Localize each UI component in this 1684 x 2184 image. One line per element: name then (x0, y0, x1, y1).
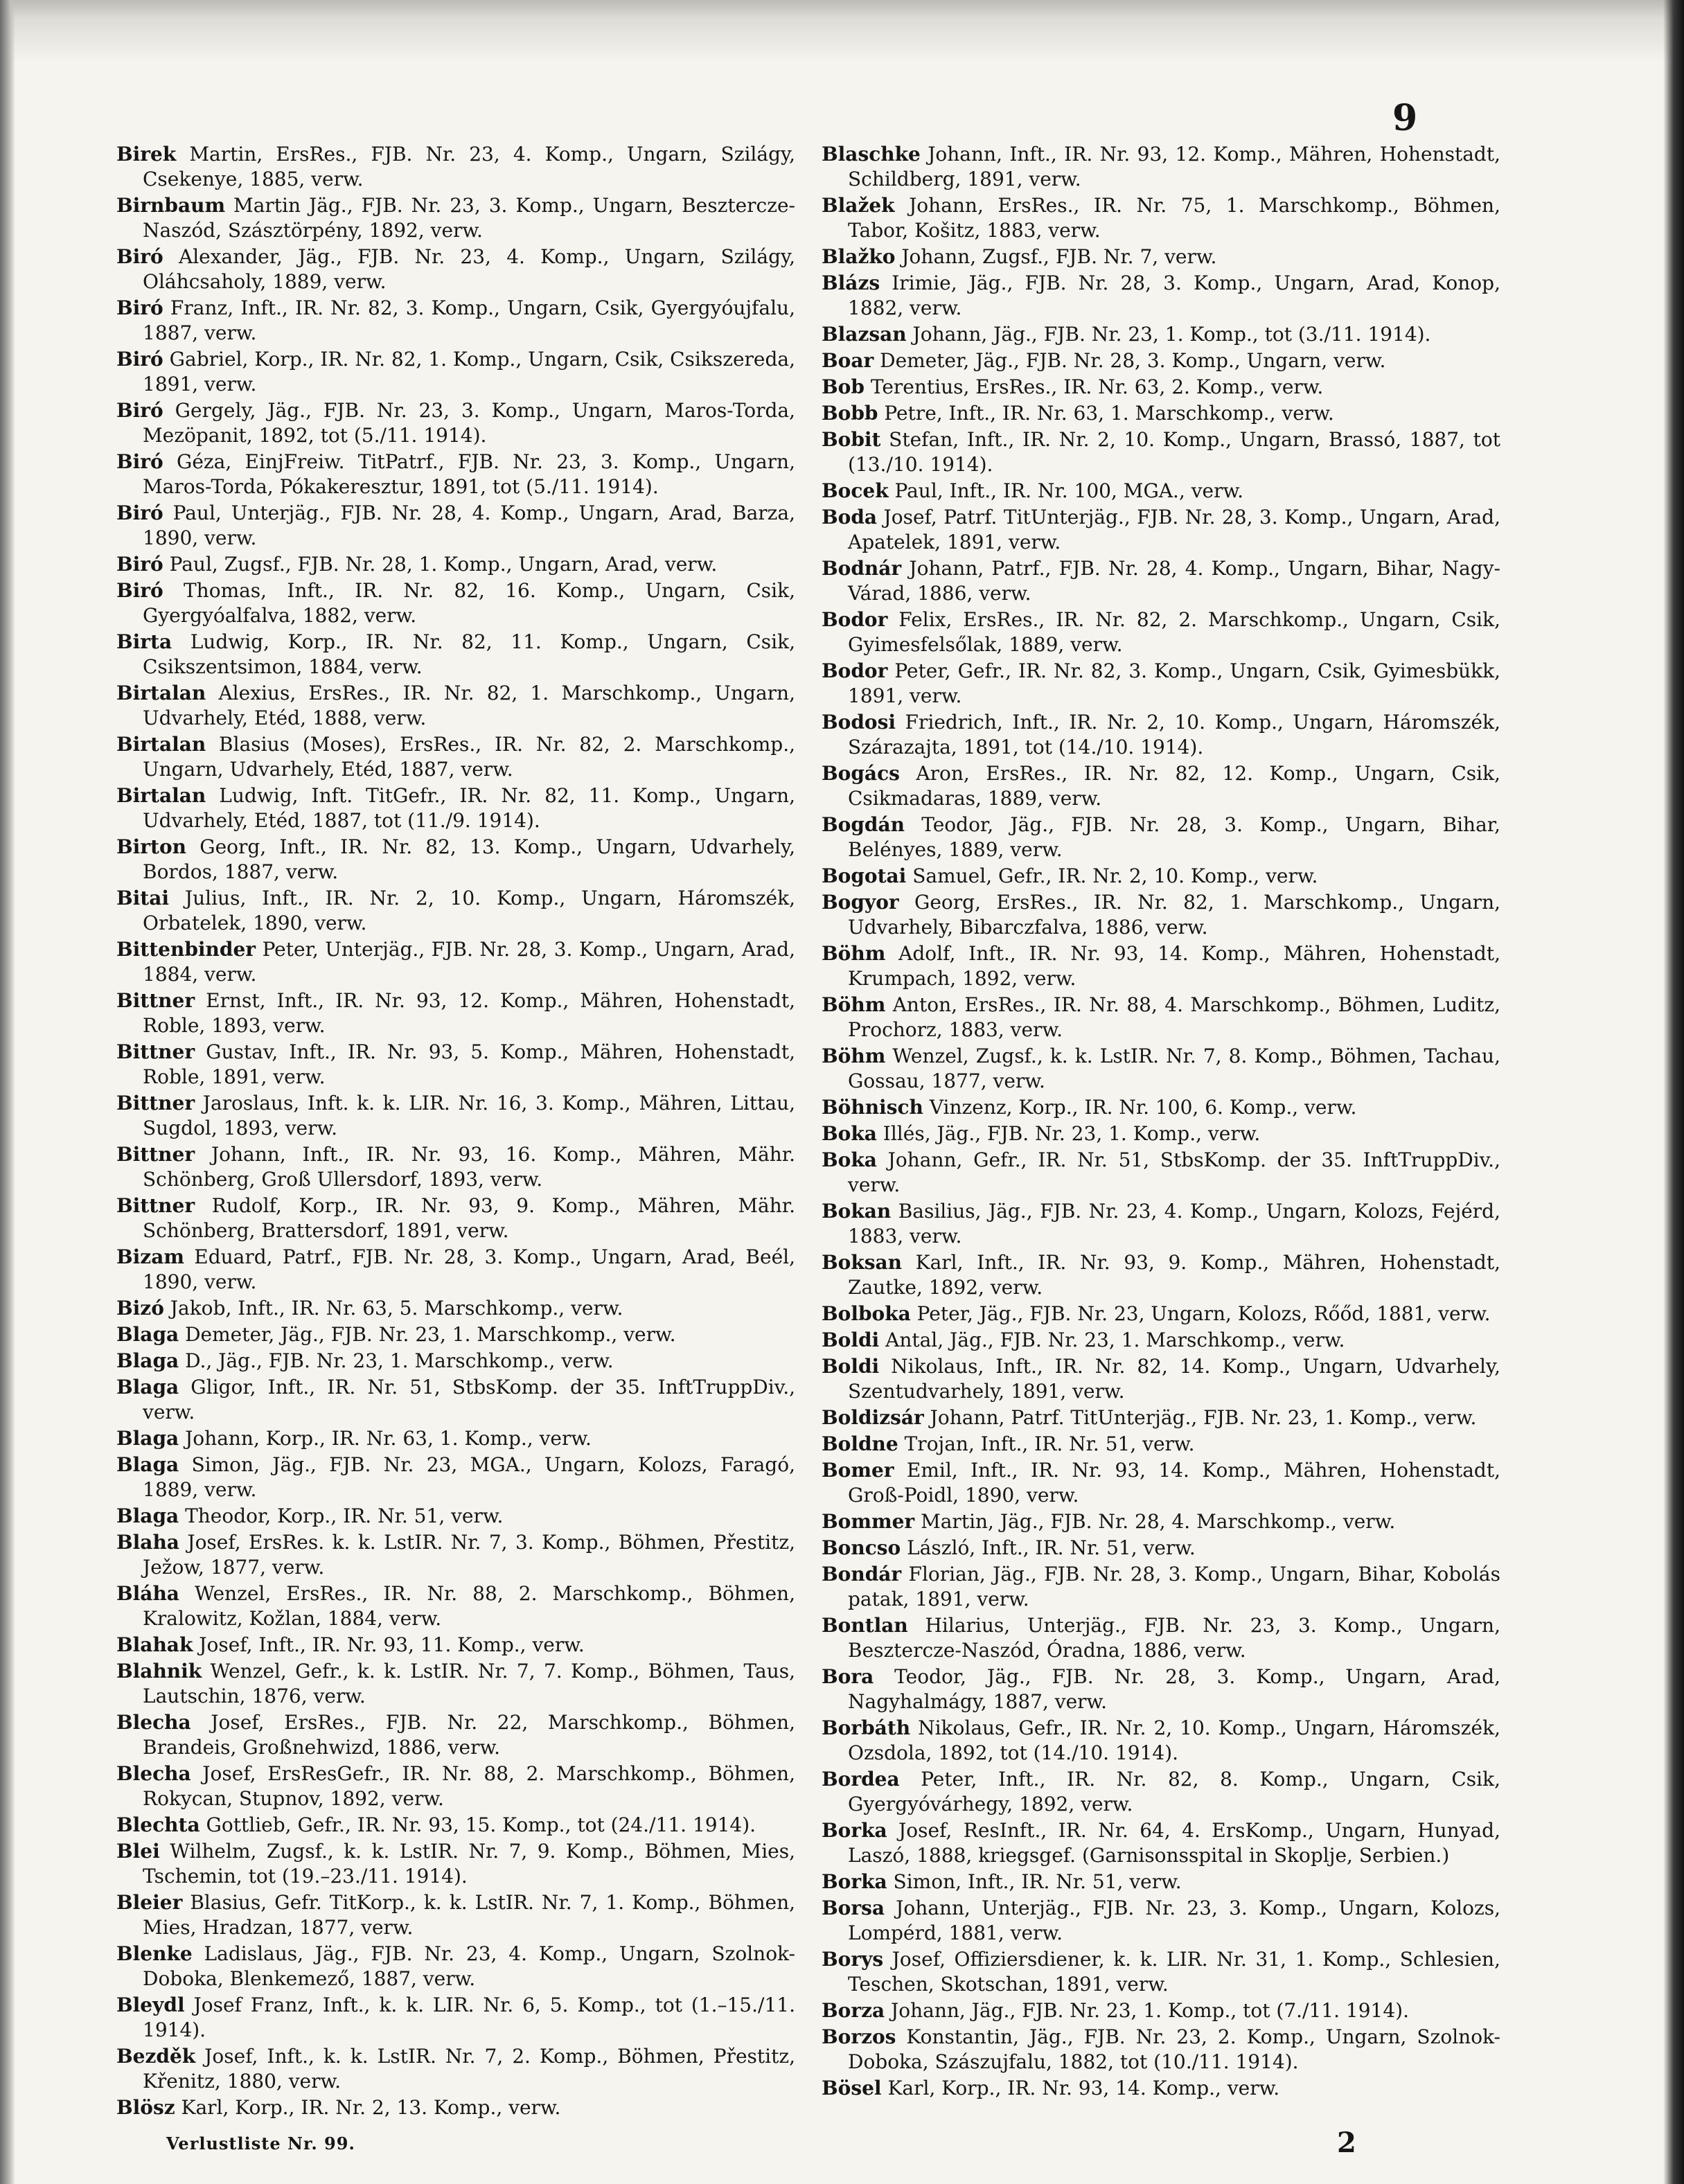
entry-details: Karl, Inft., IR. Nr. 93, 9. Komp., Mähren, Hohenstadt, Zautke, 1892, verw. (848, 1251, 1500, 1299)
entry-surname: Biró (116, 245, 163, 268)
casualty-entry (822, 1148, 1500, 1198)
entry-details: Gergely, Jäg., FJB. Nr. 23, 3. Komp., Ungarn, Maros-Torda, Mezöpanit, 1892, tot (5./11. 1914). (143, 399, 795, 447)
entry-surname: Birtalan (116, 733, 206, 756)
entry-surname: Biró (116, 553, 163, 576)
entry-surname: Böhm (822, 1045, 886, 1067)
casualty-entry (822, 2025, 1500, 2075)
entry-details: Theodor, Korp., IR. Nr. 51, verw. (179, 1504, 504, 1527)
casualty-entry (116, 1091, 795, 1141)
entry-details: Josef, ErsRes., FJB. Nr. 22, Marschkomp., Böhmen, Brandeis, Großnehwizd, 1886, verw. (143, 1711, 795, 1759)
entry-details: Alexius, ErsRes., IR. Nr. 82, 1. Marschkomp., Ungarn, Udvarhely, Etéd, 1888, verw. (143, 682, 795, 729)
entry-surname: Blázs (822, 272, 880, 294)
casualty-entry (822, 1947, 1500, 1997)
entry-surname: Boldizsár (822, 1406, 924, 1429)
entry-details: Johann, Gefr., IR. Nr. 51, StbsKomp. der 35. InftTruppDiv., verw. (848, 1148, 1500, 1196)
casualty-entry (822, 659, 1500, 709)
casualty-entry (822, 1250, 1500, 1300)
entry-details: Aron, ErsRes., IR. Nr. 82, 12. Komp., Ungarn, Csik, Csikmadaras, 1889, verw. (848, 762, 1500, 810)
entry-surname: Blaha (116, 1531, 179, 1554)
casualty-entry (116, 1193, 795, 1243)
entry-surname: Bezděk (116, 2045, 196, 2068)
entry-details: Ludwig, Inft. TitGefr., IR. Nr. 82, 11. Komp., Ungarn, Udvarhely, Etéd, 1887, tot (11./9. 1914). (143, 784, 795, 832)
entry-surname: Bogyor (822, 891, 899, 914)
entry-details: Paul, Unterjäg., FJB. Nr. 28, 4. Komp., Ungarn, Arad, Barza, 1890, verw. (143, 501, 795, 549)
entry-surname: Bleier (116, 1891, 183, 1914)
entry-surname: Blenke (116, 1942, 193, 1965)
entry-details: Georg, Inft., IR. Nr. 82, 13. Komp., Ungarn, Udvarhely, Bordos, 1887, verw. (143, 835, 795, 883)
casualty-entry (822, 993, 1500, 1042)
footer-list-number: Verlustliste Nr. 99. (166, 2133, 355, 2154)
sheet-number: 2 (1337, 2127, 1356, 2159)
casualty-entry (822, 890, 1500, 940)
entry-surname: Böhm (822, 993, 886, 1016)
casualty-entry (116, 450, 795, 499)
entry-details: Johann, ErsRes., IR. Nr. 75, 1. Marschkomp., Böhmen, Tabor, Košitz, 1883, verw. (848, 194, 1500, 242)
casualty-entry (116, 296, 795, 346)
entry-surname: Bleydl (116, 1994, 185, 2016)
entry-details: Felix, ErsRes., IR. Nr. 82, 2. Marschkomp., Ungarn, Csik, Gyimesfelsőlak, 1889, verw. (848, 608, 1500, 656)
casualty-entry (116, 2095, 795, 2120)
casualty-entry (116, 1761, 795, 1811)
entry-surname: Bora (822, 1665, 874, 1688)
entry-details: Josef, Inft., IR. Nr. 93, 11. Komp., verw. (193, 1633, 585, 1656)
casualty-entry (822, 245, 1500, 269)
entry-details: Géza, EinjFreiw. TitPatrf., FJB. Nr. 23, 3. Komp., Ungarn, Maros-Torda, Pókakeresztur, 1891, tot (5./11. 1914). (143, 450, 795, 498)
entry-details: Franz, Inft., IR. Nr. 82, 3. Komp., Ungarn, Csik, Gyergyóujfalu, 1887, verw. (143, 296, 795, 344)
entry-surname: Bobb (822, 402, 878, 425)
casualty-entry (822, 1664, 1500, 1714)
entry-details: Teodor, Jäg., FJB. Nr. 28, 3. Komp., Ungarn, Bihar, Belényes, 1889, verw. (848, 813, 1500, 861)
casualty-entry (116, 783, 795, 833)
entry-details: Illés, Jäg., FJB. Nr. 23, 1. Komp., verw. (876, 1122, 1261, 1145)
entry-details: Johann, Patrf., FJB. Nr. 28, 4. Komp., Ungarn, Bihar, Nagy-Várad, 1886, verw. (848, 557, 1500, 605)
casualty-entry (822, 1199, 1500, 1249)
entry-details: Josef, ResInft., IR. Nr. 64, 4. ErsKomp., Ungarn, Hunyad, Laszó, 1888, kriegsgef. (Garnisonsspital in Skoplje, Serbien.) (848, 1819, 1500, 1867)
entry-details: Wenzel, ErsRes., IR. Nr. 88, 2. Marschkomp., Böhmen, Kralowitz, Kožlan, 1884, verw. (143, 1582, 795, 1630)
entry-details: Rudolf, Korp., IR. Nr. 93, 9. Komp., Mähren, Mähr. Schönberg, Brattersdorf, 1891, verw. (143, 1194, 795, 1242)
entry-surname: Birek (116, 143, 177, 166)
entry-surname: Blahak (116, 1633, 193, 1656)
casualty-entry (116, 1710, 795, 1760)
entry-surname: Blazsan (822, 323, 907, 346)
entry-surname: Bolboka (822, 1302, 911, 1325)
entry-details: Johann, Zugsf., FJB. Nr. 7, verw. (895, 245, 1217, 268)
casualty-entry (116, 142, 795, 192)
entry-details: Demeter, Jäg., FJB. Nr. 23, 1. Marschkomp., verw. (179, 1323, 676, 1346)
casualty-entry (116, 937, 795, 987)
casualty-entry (116, 681, 795, 731)
casualty-entry (822, 505, 1500, 555)
casualty-entry (116, 1993, 795, 2043)
scan-shadow-right (1663, 0, 1684, 2184)
entry-surname: Blažko (822, 245, 896, 268)
entry-details: Jakob, Inft., IR. Nr. 63, 5. Marschkomp., verw. (163, 1297, 623, 1320)
entry-surname: Blecha (116, 1762, 191, 1785)
casualty-entry (116, 193, 795, 243)
entry-surname: Blaschke (822, 143, 921, 166)
entry-details: Ladislaus, Jäg., FJB. Nr. 23, 4. Komp., Ungarn, Szolnok-Doboka, Blenkemező, 1887, verw. (143, 1942, 795, 1990)
entry-surname: Biró (116, 501, 163, 524)
entry-details: Simon, Inft., IR. Nr. 51, verw. (887, 1870, 1182, 1893)
entry-details: Georg, ErsRes., IR. Nr. 82, 1. Marschkomp., Ungarn, Udvarhely, Bibarczfalva, 1886, verw. (848, 891, 1500, 939)
entry-surname: Boka (822, 1122, 877, 1145)
casualty-entry (822, 1818, 1500, 1868)
casualty-entry (116, 1839, 795, 1889)
entry-details: Irimie, Jäg., FJB. Nr. 28, 3. Komp., Ungarn, Arad, Konop, 1882, verw. (848, 272, 1500, 319)
entry-surname: Bogács (822, 762, 900, 785)
casualty-entry (822, 556, 1500, 606)
entry-surname: Bontlan (822, 1614, 908, 1637)
entry-surname: Birtalan (116, 682, 206, 704)
casualty-entry (822, 1562, 1500, 1612)
entry-surname: Blecha (116, 1711, 191, 1734)
entry-details: Stefan, Inft., IR. Nr. 2, 10. Komp., Ungarn, Brassó, 1887, tot (13./10. 1914). (848, 428, 1500, 476)
entry-surname: Biró (116, 348, 163, 371)
entry-details: Friedrich, Inft., IR. Nr. 2, 10. Komp., Ungarn, Háromszék, Szárazajta, 1891, tot (14./10. 1914). (848, 711, 1500, 758)
entry-details: Peter, Jäg., FJB. Nr. 23, Ungarn, Kolozs, Rőőd, 1881, verw. (910, 1302, 1491, 1325)
casualty-entry (116, 1659, 795, 1709)
casualty-entry (822, 1328, 1500, 1353)
entry-surname: Blaga (116, 1453, 179, 1476)
entry-surname: Boar (822, 349, 874, 372)
entry-details: Jaroslaus, Inft. k. k. LIR. Nr. 16, 3. Komp., Mähren, Littau, Sugdol, 1893, verw. (143, 1092, 795, 1139)
entry-details: Johann, Korp., IR. Nr. 63, 1. Komp., verw. (179, 1427, 592, 1450)
entry-details: Vinzenz, Korp., IR. Nr. 100, 6. Komp., verw. (923, 1096, 1357, 1119)
entry-details: Nikolaus, Gefr., IR. Nr. 2, 10. Komp., Ungarn, Háromszék, Ozsdola, 1892, tot (14./10. 1914). (848, 1716, 1500, 1764)
entry-details: Josef Franz, Inft., k. k. LIR. Nr. 6, 5. Komp., tot (1.–15./11. 1914). (143, 1994, 795, 2041)
entry-details: Petre, Inft., IR. Nr. 63, 1. Marschkomp., verw. (878, 402, 1334, 425)
entry-details: Gligor, Inft., IR. Nr. 51, StbsKomp. der 35. InftTruppDiv., verw. (143, 1376, 795, 1423)
entry-surname: Bordea (822, 1768, 900, 1791)
casualty-entry (822, 1613, 1500, 1663)
entry-surname: Bommer (822, 1510, 915, 1533)
casualty-entry (822, 193, 1500, 243)
entry-surname: Böhnisch (822, 1096, 923, 1119)
entry-surname: Boka (822, 1148, 877, 1171)
entry-surname: Blaga (116, 1323, 179, 1346)
entry-details: Martin Jäg., FJB. Nr. 23, 3. Komp., Ungarn, Besztercze-Naszód, Szásztörpény, 1892, verw. (143, 194, 795, 242)
entry-surname: Boda (822, 506, 878, 529)
entry-details: Wenzel, Gefr., k. k. LstIR. Nr. 7, 7. Komp., Böhmen, Taus, Lautschin, 1876, verw. (143, 1660, 795, 1707)
casualty-entry (116, 1040, 795, 1090)
entry-details: Gottlieb, Gefr., IR. Nr. 93, 15. Komp., tot (24./11. 1914). (200, 1813, 756, 1836)
entry-details: Blasius (Moses), ErsRes., IR. Nr. 82, 2. Marschkomp., Ungarn, Udvarhely, Etéd, 1887, verw. (143, 733, 795, 781)
entry-details: Thomas, Inft., IR. Nr. 82, 16. Komp., Ungarn, Csik, Gyergyóalfalva, 1882, verw. (143, 579, 795, 627)
casualty-entry (116, 1581, 795, 1631)
casualty-entry (116, 886, 795, 936)
casualty-entry (116, 732, 795, 782)
entry-surname: Boldi (822, 1355, 880, 1378)
entry-details: Wilhelm, Zugsf., k. k. LstIR. Nr. 7, 9. Komp., Böhmen, Mies, Tschemin, tot (19.–23./11. 1914). (143, 1840, 795, 1888)
entry-surname: Blaga (116, 1504, 179, 1527)
casualty-entry (116, 1349, 795, 1374)
entry-details: Blasius, Gefr. TitKorp., k. k. LstIR. Nr. 7, 1. Komp., Böhmen, Mies, Hradzan, 1877, verw. (143, 1891, 795, 1939)
casualty-entry (822, 864, 1500, 889)
entry-surname: Borys (822, 1948, 884, 1971)
casualty-entry (822, 142, 1500, 192)
casualty-entry (822, 479, 1500, 504)
entry-surname: Bittenbinder (116, 938, 256, 961)
casualty-entry (822, 375, 1500, 400)
casualty-entry (822, 401, 1500, 426)
entry-surname: Bizó (116, 1297, 164, 1320)
entry-surname: Bodor (822, 608, 888, 631)
entry-surname: Borka (822, 1870, 887, 1893)
entry-details: Josef, ErsResGefr., IR. Nr. 88, 2. Marschkomp., Böhmen, Rokycan, Stupnov, 1892, verw. (143, 1762, 795, 1810)
entry-surname: Bogdán (822, 813, 905, 836)
entry-surname: Bondár (822, 1563, 902, 1586)
casualty-entry (116, 1813, 795, 1838)
casualty-entry (116, 1530, 795, 1580)
casualty-entry (822, 1896, 1500, 1946)
entry-surname: Bittner (116, 1092, 195, 1115)
casualty-entry (116, 1296, 795, 1321)
entry-surname: Boldne (822, 1432, 898, 1455)
entry-details: Johann, Unterjäg., FJB. Nr. 23, 3. Komp., Ungarn, Kolozs, Lompérd, 1881, verw. (848, 1897, 1500, 1944)
entry-details: Teodor, Jäg., FJB. Nr. 28, 3. Komp., Ungarn, Arad, Nagyhalmágy, 1887, verw. (848, 1665, 1500, 1713)
entry-surname: Bodosi (822, 711, 896, 734)
entry-details: Peter, Inft., IR. Nr. 82, 8. Komp., Ungarn, Csik, Gyergyóvárhegy, 1892, verw. (848, 1768, 1500, 1815)
entry-details: Alexander, Jäg., FJB. Nr. 23, 4. Komp., Ungarn, Szilágy, Oláhcsaholy, 1889, verw. (143, 245, 795, 293)
casualty-entry (116, 398, 795, 448)
entry-surname: Bláha (116, 1582, 179, 1605)
entry-surname: Birta (116, 630, 172, 653)
entry-surname: Blösz (116, 2096, 175, 2119)
entry-details: Ernst, Inft., IR. Nr. 93, 12. Komp., Mähren, Hohenstadt, Roble, 1893, verw. (143, 989, 795, 1037)
casualty-entry (116, 1504, 795, 1529)
casualty-entry (822, 348, 1500, 373)
entry-details: Martin, ErsRes., FJB. Nr. 23, 4. Komp., Ungarn, Szilágy, Csekenye, 1885, verw. (143, 143, 795, 190)
entry-surname: Birnbaum (116, 194, 226, 217)
entry-surname: Borbáth (822, 1716, 911, 1739)
casualty-entry (116, 1633, 795, 1658)
entry-surname: Bittner (116, 1194, 195, 1217)
entry-details: Trojan, Inft., IR. Nr. 51, verw. (898, 1432, 1195, 1455)
casualty-entry (116, 1322, 795, 1347)
entry-details: Emil, Inft., IR. Nr. 93, 14. Komp., Mähren, Hohenstadt, Groß-Poidl, 1890, verw. (848, 1459, 1500, 1507)
casualty-entry (822, 1458, 1500, 1508)
casualty-entry (116, 835, 795, 885)
entry-details: Anton, ErsRes., IR. Nr. 88, 4. Marschkomp., Böhmen, Luditz, Prochorz, 1883, verw. (848, 993, 1500, 1041)
entry-details: Ludwig, Korp., IR. Nr. 82, 11. Komp., Ungarn, Csik, Csikszentsimon, 1884, verw. (143, 630, 795, 678)
entry-surname: Borsa (822, 1897, 885, 1919)
entry-details: Florian, Jäg., FJB. Nr. 28, 3. Komp., Ungarn, Bihar, Kobolás patak, 1891, verw. (848, 1563, 1500, 1610)
entry-surname: Bobit (822, 428, 881, 451)
entry-details: Josef, Patrf. TitUnterjäg., FJB. Nr. 28, 3. Komp., Ungarn, Arad, Apatelek, 1891, verw. (848, 506, 1500, 553)
entry-surname: Bitai (116, 887, 170, 909)
entry-surname: Blaga (116, 1349, 179, 1372)
entry-surname: Boncso (822, 1536, 901, 1559)
casualty-entry (822, 1354, 1500, 1404)
entry-surname: Borzos (822, 2025, 896, 2048)
scan-shadow-top (0, 0, 1684, 62)
entry-surname: Bob (822, 375, 865, 398)
casualty-entry (822, 1044, 1500, 1094)
entries-column-left (116, 142, 795, 2122)
entry-surname: Bomer (822, 1459, 894, 1482)
entry-details: Gustav, Inft., IR. Nr. 93, 5. Komp., Mähren, Hohenstadt, Roble, 1891, verw. (143, 1040, 795, 1088)
entry-surname: Blaga (116, 1376, 179, 1399)
entry-surname: Bodnár (822, 557, 902, 580)
entry-surname: Blažek (822, 194, 895, 217)
casualty-entry (822, 1716, 1500, 1766)
entry-surname: Biró (116, 579, 163, 602)
casualty-entry (116, 501, 795, 551)
entry-surname: Blechta (116, 1813, 200, 1836)
entry-surname: Borza (822, 1999, 885, 2022)
entry-details: Simon, Jäg., FJB. Nr. 23, MGA., Ungarn, Kolozs, Faragó, 1889, verw. (143, 1453, 795, 1501)
entry-details: Peter, Gefr., IR. Nr. 82, 3. Komp., Ungarn, Csik, Gyimesbükk, 1891, verw. (848, 659, 1500, 707)
entry-details: D., Jäg., FJB. Nr. 23, 1. Marschkomp., verw. (179, 1349, 614, 1372)
scan-shadow-left (0, 0, 15, 2184)
entry-surname: Bittner (116, 1143, 195, 1166)
casualty-entry (116, 245, 795, 294)
entry-details: Hilarius, Unterjäg., FJB. Nr. 23, 3. Komp., Ungarn, Besztercze-Naszód, Óradna, 1886, verw. (848, 1614, 1500, 1662)
casualty-entry (116, 1245, 795, 1295)
entry-details: Josef, Offiziersdiener, k. k. LIR. Nr. 31, 1. Komp., Schlesien, Teschen, Skotschan, 1891, verw. (848, 1948, 1500, 1996)
entry-details: Johann, Jäg., FJB. Nr. 23, 1. Komp., tot (7./11. 1914). (885, 1999, 1409, 2022)
casualty-entry (822, 2076, 1500, 2101)
casualty-entry (822, 1095, 1500, 1120)
casualty-entry (116, 988, 795, 1038)
casualty-entry (116, 1142, 795, 1192)
entry-details: László, Inft., IR. Nr. 51, verw. (901, 1536, 1196, 1559)
casualty-entry (822, 1509, 1500, 1534)
casualty-entry (822, 1998, 1500, 2023)
casualty-entry (822, 1432, 1500, 1457)
entry-surname: Bokan (822, 1200, 892, 1223)
casualty-entry (822, 813, 1500, 862)
entry-details: Basilius, Jäg., FJB. Nr. 23, 4. Komp., Ungarn, Kolozs, Fejérd, 1883, verw. (848, 1200, 1500, 1248)
entry-details: Josef, ErsRes. k. k. LstIR. Nr. 7, 3. Komp., Böhmen, Přestitz, Ježow, 1877, verw. (143, 1531, 795, 1579)
entry-details: Johann, Inft., IR. Nr. 93, 16. Komp., Mähren, Mähr. Schönberg, Groß Ullersdorf, 1893, verw. (143, 1143, 795, 1191)
casualty-entry (822, 1767, 1500, 1817)
casualty-entry (116, 1426, 795, 1451)
entry-surname: Bösel (822, 2077, 882, 2099)
casualty-entry (822, 1121, 1500, 1146)
entry-details: Johann, Patrf. TitUnterjäg., FJB. Nr. 23, 1. Komp., verw. (923, 1406, 1477, 1429)
casualty-entry (822, 607, 1500, 657)
casualty-entry (116, 1453, 795, 1502)
casualty-entry (116, 1890, 795, 1940)
entry-details: Samuel, Gefr., IR. Nr. 2, 10. Komp., verw. (906, 864, 1318, 887)
entry-surname: Blaga (116, 1427, 179, 1450)
entry-surname: Bittner (116, 989, 195, 1012)
entry-surname: Bittner (116, 1040, 195, 1063)
entry-surname: Biró (116, 399, 163, 422)
casualty-entry (116, 1375, 795, 1425)
entry-details: Paul, Zugsf., FJB. Nr. 28, 1. Komp., Ungarn, Arad, verw. (163, 553, 718, 576)
entry-details: Gabriel, Korp., IR. Nr. 82, 1. Komp., Ungarn, Csik, Csikszereda, 1891, verw. (143, 348, 795, 396)
entry-surname: Bodor (822, 659, 888, 682)
entry-surname: Bocek (822, 479, 889, 502)
page-number: 9 (1392, 97, 1418, 139)
entry-surname: Böhm (822, 942, 886, 965)
entry-surname: Boldi (822, 1329, 880, 1351)
entry-surname: Bizam (116, 1245, 184, 1268)
entry-surname: Birton (116, 835, 187, 858)
entry-details: Adolf, Inft., IR. Nr. 93, 14. Komp., Mähren, Hohenstadt, Krumpach, 1892, verw. (848, 942, 1500, 990)
entry-details: Terentius, ErsRes., IR. Nr. 63, 2. Komp., verw. (864, 375, 1324, 398)
entry-details: Antal, Jäg., FJB. Nr. 23, 1. Marschkomp., verw. (879, 1329, 1345, 1351)
casualty-entry (116, 630, 795, 680)
casualty-entry (822, 710, 1500, 760)
entry-surname: Blahnik (116, 1660, 202, 1683)
entry-surname: Boksan (822, 1251, 903, 1274)
entry-details: Josef, Inft., k. k. LstIR. Nr. 7, 2. Komp., Böhmen, Přestitz, Křenitz, 1880, verw. (143, 2045, 795, 2093)
entry-surname: Bogotai (822, 864, 907, 887)
casualty-entry (822, 941, 1500, 991)
entries-column-right (822, 142, 1500, 2102)
casualty-entry (116, 2044, 795, 2094)
casualty-entry (822, 761, 1500, 811)
entry-details: Peter, Unterjäg., FJB. Nr. 28, 3. Komp., Ungarn, Arad, 1884, verw. (143, 938, 795, 986)
entry-details: Johann, Inft., IR. Nr. 93, 12. Komp., Mähren, Hohenstadt, Schildberg, 1891, verw. (848, 143, 1500, 190)
entry-details: Julius, Inft., IR. Nr. 2, 10. Komp., Ungarn, Háromszék, Orbatelek, 1890, verw. (143, 887, 795, 934)
entry-surname: Biró (116, 296, 163, 319)
entry-details: Nikolaus, Inft., IR. Nr. 82, 14. Komp., Ungarn, Udvarhely, Szentudvarhely, 1891, verw. (848, 1355, 1500, 1403)
entry-details: Demeter, Jäg., FJB. Nr. 28, 3. Komp., Ungarn, verw. (874, 349, 1386, 372)
entry-details: Konstantin, Jäg., FJB. Nr. 23, 2. Komp., Ungarn, Szolnok-Doboka, Szászujfalu, 1882, tot (10./11. 1914). (848, 2025, 1500, 2073)
entry-details: Martin, Jäg., FJB. Nr. 28, 4. Marschkomp., verw. (914, 1510, 1396, 1533)
casualty-entry (116, 1942, 795, 1991)
entry-details: Johann, Jäg., FJB. Nr. 23, 1. Komp., tot (3./11. 1914). (906, 323, 1431, 346)
entry-details: Karl, Korp., IR. Nr. 93, 14. Komp., verw. (881, 2077, 1280, 2099)
casualty-entry (116, 347, 795, 397)
entry-surname: Biró (116, 450, 163, 473)
entry-details: Eduard, Patrf., FJB. Nr. 28, 3. Komp., Ungarn, Arad, Beél, 1890, verw. (143, 1245, 795, 1293)
casualty-entry (822, 1536, 1500, 1561)
casualty-entry (822, 1302, 1500, 1326)
entry-details: Karl, Korp., IR. Nr. 2, 13. Komp., verw. (175, 2096, 561, 2119)
entry-details: Wenzel, Zugsf., k. k. LstIR. Nr. 7, 8. Komp., Böhmen, Tachau, Gossau, 1877, verw. (848, 1045, 1500, 1092)
casualty-entry (116, 578, 795, 628)
entry-surname: Borka (822, 1819, 887, 1842)
casualty-entry (822, 1405, 1500, 1430)
casualty-entry (822, 322, 1500, 347)
casualty-entry (822, 271, 1500, 321)
entry-surname: Birtalan (116, 784, 206, 807)
casualty-entry (116, 552, 795, 577)
entry-details: Paul, Inft., IR. Nr. 100, MGA., verw. (888, 479, 1244, 502)
casualty-entry (822, 1870, 1500, 1894)
entry-surname: Blei (116, 1840, 160, 1863)
casualty-entry (822, 427, 1500, 477)
